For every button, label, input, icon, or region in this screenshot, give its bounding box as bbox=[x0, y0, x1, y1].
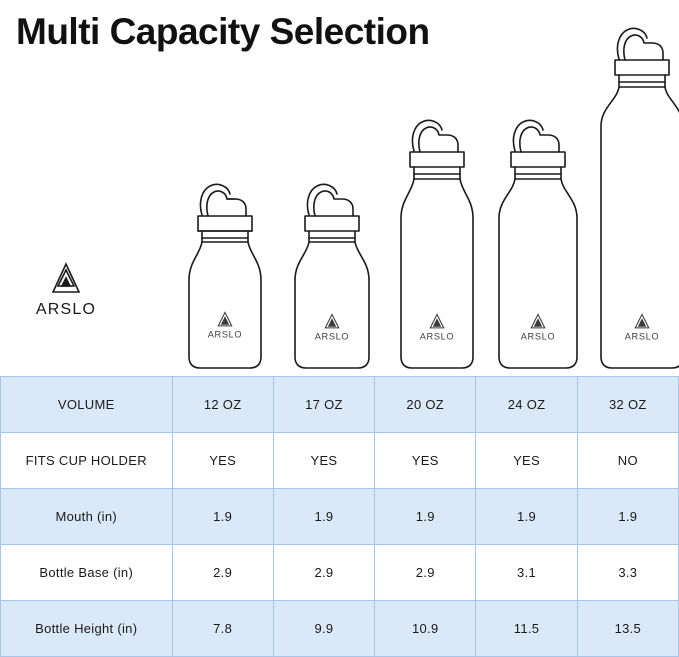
cell-fits-cup-holder-17oz: YES bbox=[273, 433, 374, 489]
cell-volume-17oz: 17 OZ bbox=[273, 377, 374, 433]
cell-bottle-base-20oz: 2.9 bbox=[375, 545, 476, 601]
cell-bottle-base-12oz: 2.9 bbox=[172, 545, 273, 601]
bottle-12oz bbox=[172, 152, 282, 372]
svg-text:ARSLO: ARSLO bbox=[35, 301, 97, 318]
arslo-triangle-logo bbox=[26, 246, 106, 326]
table-row bbox=[1, 489, 679, 545]
row-label-bottle-height: Bottle Height (in) bbox=[1, 601, 173, 657]
cell-fits-cup-holder-24oz: YES bbox=[476, 433, 577, 489]
cell-volume-12oz: 12 OZ bbox=[172, 377, 273, 433]
cell-bottle-base-32oz: 3.3 bbox=[577, 545, 678, 601]
cell-bottle-height-32oz: 13.5 bbox=[577, 601, 678, 657]
cell-bottle-base-17oz: 2.9 bbox=[273, 545, 374, 601]
row-label-mouth: Mouth (in) bbox=[1, 489, 173, 545]
table-row bbox=[1, 545, 679, 601]
cell-mouth-24oz: 1.9 bbox=[476, 489, 577, 545]
table-row bbox=[1, 601, 679, 657]
row-label-volume: VOLUME bbox=[1, 377, 173, 433]
svg-text:ARSLO: ARSLO bbox=[520, 331, 556, 342]
bottle-24oz bbox=[484, 56, 594, 372]
row-label-bottle-base: Bottle Base (in) bbox=[1, 545, 173, 601]
table-row bbox=[1, 377, 679, 433]
cell-bottle-height-20oz: 10.9 bbox=[375, 601, 476, 657]
specification-table bbox=[0, 376, 679, 657]
cell-bottle-height-12oz: 7.8 bbox=[172, 601, 273, 657]
cell-volume-20oz: 20 OZ bbox=[375, 377, 476, 433]
cell-bottle-base-24oz: 3.1 bbox=[476, 545, 577, 601]
svg-text:ARSLO: ARSLO bbox=[314, 331, 350, 342]
cell-fits-cup-holder-20oz: YES bbox=[375, 433, 476, 489]
cell-bottle-height-17oz: 9.9 bbox=[273, 601, 374, 657]
bottle-17oz bbox=[278, 110, 388, 372]
cell-volume-32oz: 32 OZ bbox=[577, 377, 678, 433]
cell-fits-cup-holder-32oz: NO bbox=[577, 433, 678, 489]
cell-mouth-17oz: 1.9 bbox=[273, 489, 374, 545]
svg-text:ARSLO: ARSLO bbox=[419, 331, 455, 342]
cell-fits-cup-holder-12oz: YES bbox=[172, 433, 273, 489]
cell-bottle-height-24oz: 11.5 bbox=[476, 601, 577, 657]
cell-mouth-32oz: 1.9 bbox=[577, 489, 678, 545]
row-label-fits-cup-holder: FITS CUP HOLDER bbox=[1, 433, 173, 489]
cell-volume-24oz: 24 OZ bbox=[476, 377, 577, 433]
cell-mouth-20oz: 1.9 bbox=[375, 489, 476, 545]
page-title: Multi Capacity Selection bbox=[16, 11, 430, 52]
cell-mouth-12oz: 1.9 bbox=[172, 489, 273, 545]
table-row bbox=[1, 433, 679, 489]
svg-text:ARSLO: ARSLO bbox=[207, 329, 243, 340]
bottle-32oz bbox=[588, 20, 679, 372]
bottle-20oz bbox=[382, 78, 492, 372]
svg-text:ARSLO: ARSLO bbox=[624, 331, 660, 342]
